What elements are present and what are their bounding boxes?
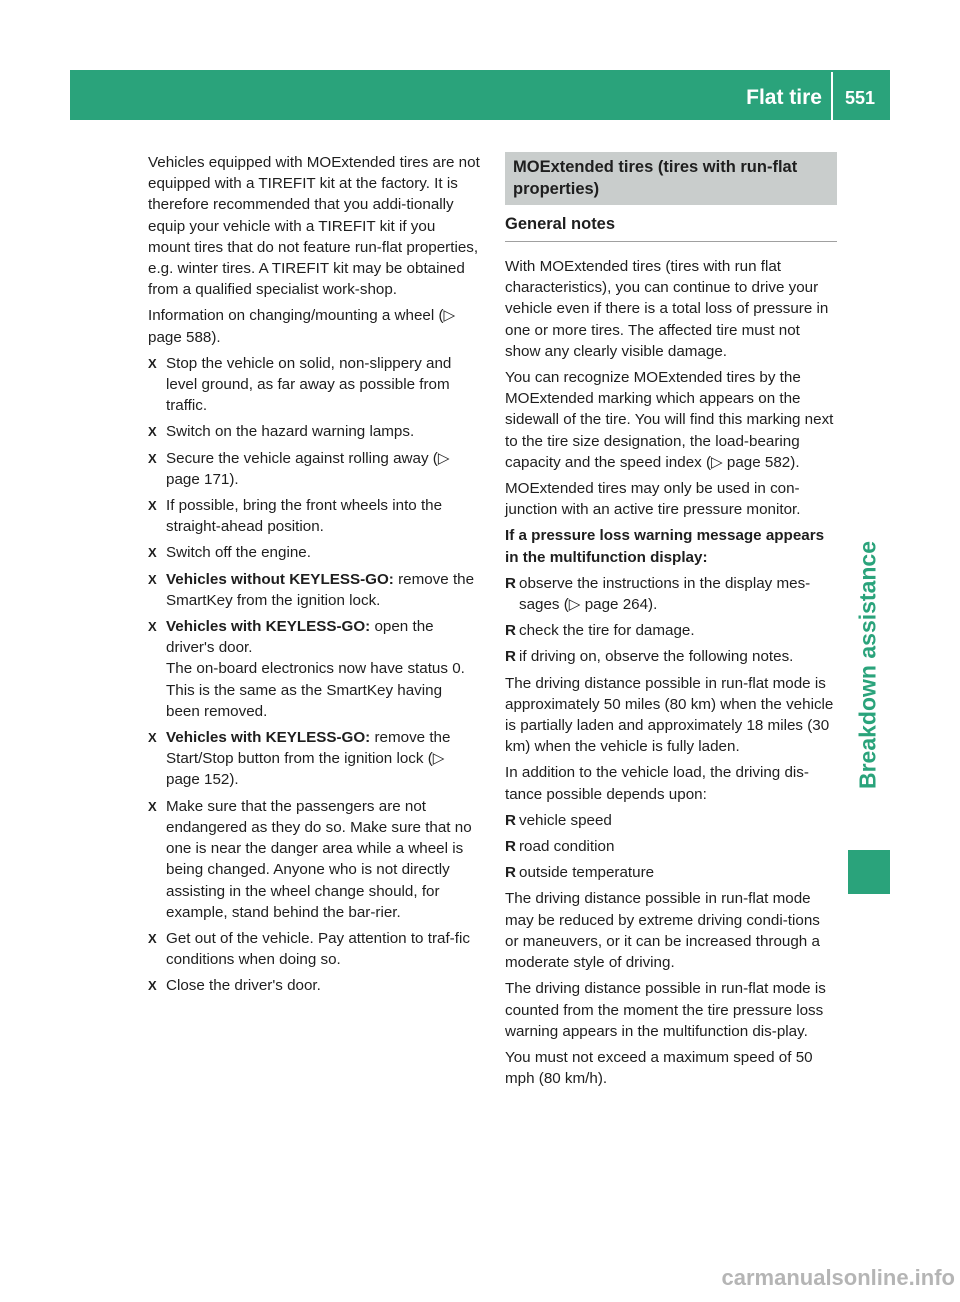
info-paragraph: Information on changing/mounting a wheel (▷ page 588). — [148, 307, 456, 346]
bullet-item — [505, 573, 837, 615]
bullet-marker-icon: R — [505, 574, 516, 592]
paragraph-7: The driving distance possible in run-flat mode is counted from the moment the tire pressure loss warning appears in the multifunction dis-play. — [505, 980, 826, 1040]
watermark: carmanualsonline.info — [721, 1265, 955, 1290]
step-marker-icon: X — [148, 450, 157, 466]
bullet-item — [505, 862, 837, 883]
step-text: Switch off the engine. — [166, 544, 311, 562]
step-marker-icon: X — [148, 355, 157, 371]
section-title: MOExtended tires (tires with run-flat properties) — [505, 152, 837, 205]
paragraph-5: In addition to the vehicle load, the driving dis-tance possible depends upon: — [505, 764, 809, 803]
step-text: Switch on the hazard warning lamps. — [166, 423, 415, 441]
step-text: Make sure that the passengers are not endangered as they do so. Make sure that no one is near the danger area while a wheel is being changed. Anyone who is not directly assisting in the wheel change should, for example, stand behind the bar-rier. — [166, 797, 472, 921]
step-item — [148, 796, 480, 923]
bullet-text: observe the instructions in the display mes-sages (▷ page 264). — [519, 574, 811, 614]
bullet-marker-icon: R — [505, 811, 516, 829]
step-item — [148, 727, 480, 791]
bullet-list-1 — [505, 573, 837, 668]
bullet-text: check the tire for damage. — [519, 622, 695, 640]
step-marker-icon: X — [148, 978, 157, 994]
step-marker-icon: X — [148, 571, 157, 587]
page-title: Flat tire — [746, 86, 822, 109]
bullet-marker-icon: R — [505, 622, 516, 640]
bullet-text: outside temperature — [519, 864, 655, 882]
bullet-list-2 — [505, 810, 837, 884]
step-item — [148, 928, 480, 970]
step-text: Close the driver's door. — [166, 977, 321, 995]
side-tab-marker — [848, 850, 890, 894]
step-text: remove the SmartKey from the ignition lock. — [166, 570, 475, 609]
page-number: 551 — [844, 88, 876, 108]
step-marker-icon: X — [148, 498, 157, 514]
intro-paragraph: Vehicles equipped with MOExtended tires are not equipped with a TIREFIT kit at the factory. It is therefore recommended that you addi-tionally equip your vehicle with a TIREFIT kit if you mount tires that do not feature run-flat properties, e.g. winter tires. A TIREFIT kit may be obtained from a qualified specialist work-shop. — [148, 154, 480, 299]
step-item — [148, 975, 480, 996]
step-marker-icon: X — [148, 424, 157, 440]
step-text: Get out of the vehicle. Pay attention to traf-fic conditions when doing so. — [166, 929, 470, 969]
step-item — [148, 448, 480, 490]
paragraph-3: MOExtended tires may only be used in con-junction with an active tire pressure monitor. — [505, 480, 801, 519]
header-divider — [831, 72, 833, 120]
step-marker-icon: X — [148, 545, 157, 561]
step-marker-icon: X — [148, 930, 157, 946]
bullet-marker-icon: R — [505, 648, 516, 666]
left-column — [148, 152, 480, 1002]
paragraph-4: The driving distance possible in run-flat mode is approximately 50 miles (80 km) when the vehicle is partially laden and approximately 18 miles (30 km) when the vehicle is fully laden. — [505, 674, 834, 756]
paragraph-6: The driving distance possible in run-flat mode may be reduced by extreme driving condi-tions or maneuvers, or it can be increased through a moderate style of driving. — [505, 890, 820, 972]
side-section-label — [848, 500, 888, 830]
step-item — [148, 542, 480, 563]
bullet-marker-icon: R — [505, 864, 516, 882]
step-text: Stop the vehicle on solid, non-slippery and level ground, as far away as possible from traffic. — [166, 354, 452, 415]
step-marker-icon: X — [148, 798, 157, 814]
bullet-item — [505, 836, 837, 857]
step-note: The on-board electronics now have status 0. This is the same as the SmartKey having been removed. — [166, 660, 465, 720]
bullet-item — [505, 620, 837, 641]
step-text: remove the Start/Stop button from the ignition lock (▷ page 152). — [166, 729, 451, 789]
paragraph-2: You can recognize MOExtended tires by the MOExtended marking which appears on the sidewall of the tire. You will find this marking next to the tire size designation, the load-bearing capacity and the speed index (▷ page 582). — [505, 369, 834, 471]
step-text: Secure the vehicle against rolling away (▷ page 171). — [166, 449, 450, 488]
bullet-item — [505, 646, 837, 667]
step-item — [148, 353, 480, 417]
bullet-text: if driving on, observe the following notes. — [519, 648, 794, 666]
bullet-text: vehicle speed — [519, 811, 612, 829]
bullet-item — [505, 810, 837, 831]
step-item — [148, 495, 480, 537]
step-item — [148, 569, 480, 611]
step-item — [148, 421, 480, 442]
step-marker-icon: X — [148, 730, 157, 746]
paragraph-1: With MOExtended tires (tires with run flat characteristics), you can continue to drive your vehicle even if there is a total loss of pressure in one or more tires. The affected tire must not show any clearly visible damage. — [505, 258, 829, 360]
bullet-text: road condition — [519, 838, 615, 856]
subheading-general-notes: General notes — [505, 213, 837, 242]
paragraph-8: You must not exceed a maximum speed of 50 mph (80 km/h). — [505, 1048, 813, 1088]
bullet-marker-icon: R — [505, 838, 516, 856]
side-section-label-text: Breakdown assistance — [854, 540, 881, 790]
right-column — [505, 152, 837, 1094]
step-bold-label: Vehicles with KEYLESS-GO: — [166, 729, 371, 747]
step-list — [148, 353, 480, 997]
step-marker-icon: X — [148, 619, 157, 635]
warning-heading: If a pressure loss warning message appears in the multifunction display: — [505, 527, 825, 566]
step-item — [148, 616, 480, 722]
step-text: open the driver's door. — [166, 618, 434, 657]
step-text: If possible, bring the front wheels into the straight-ahead position. — [166, 497, 443, 536]
step-bold-label: Vehicles with KEYLESS-GO: — [166, 618, 371, 636]
step-bold-label: Vehicles without KEYLESS-GO: — [166, 570, 394, 588]
